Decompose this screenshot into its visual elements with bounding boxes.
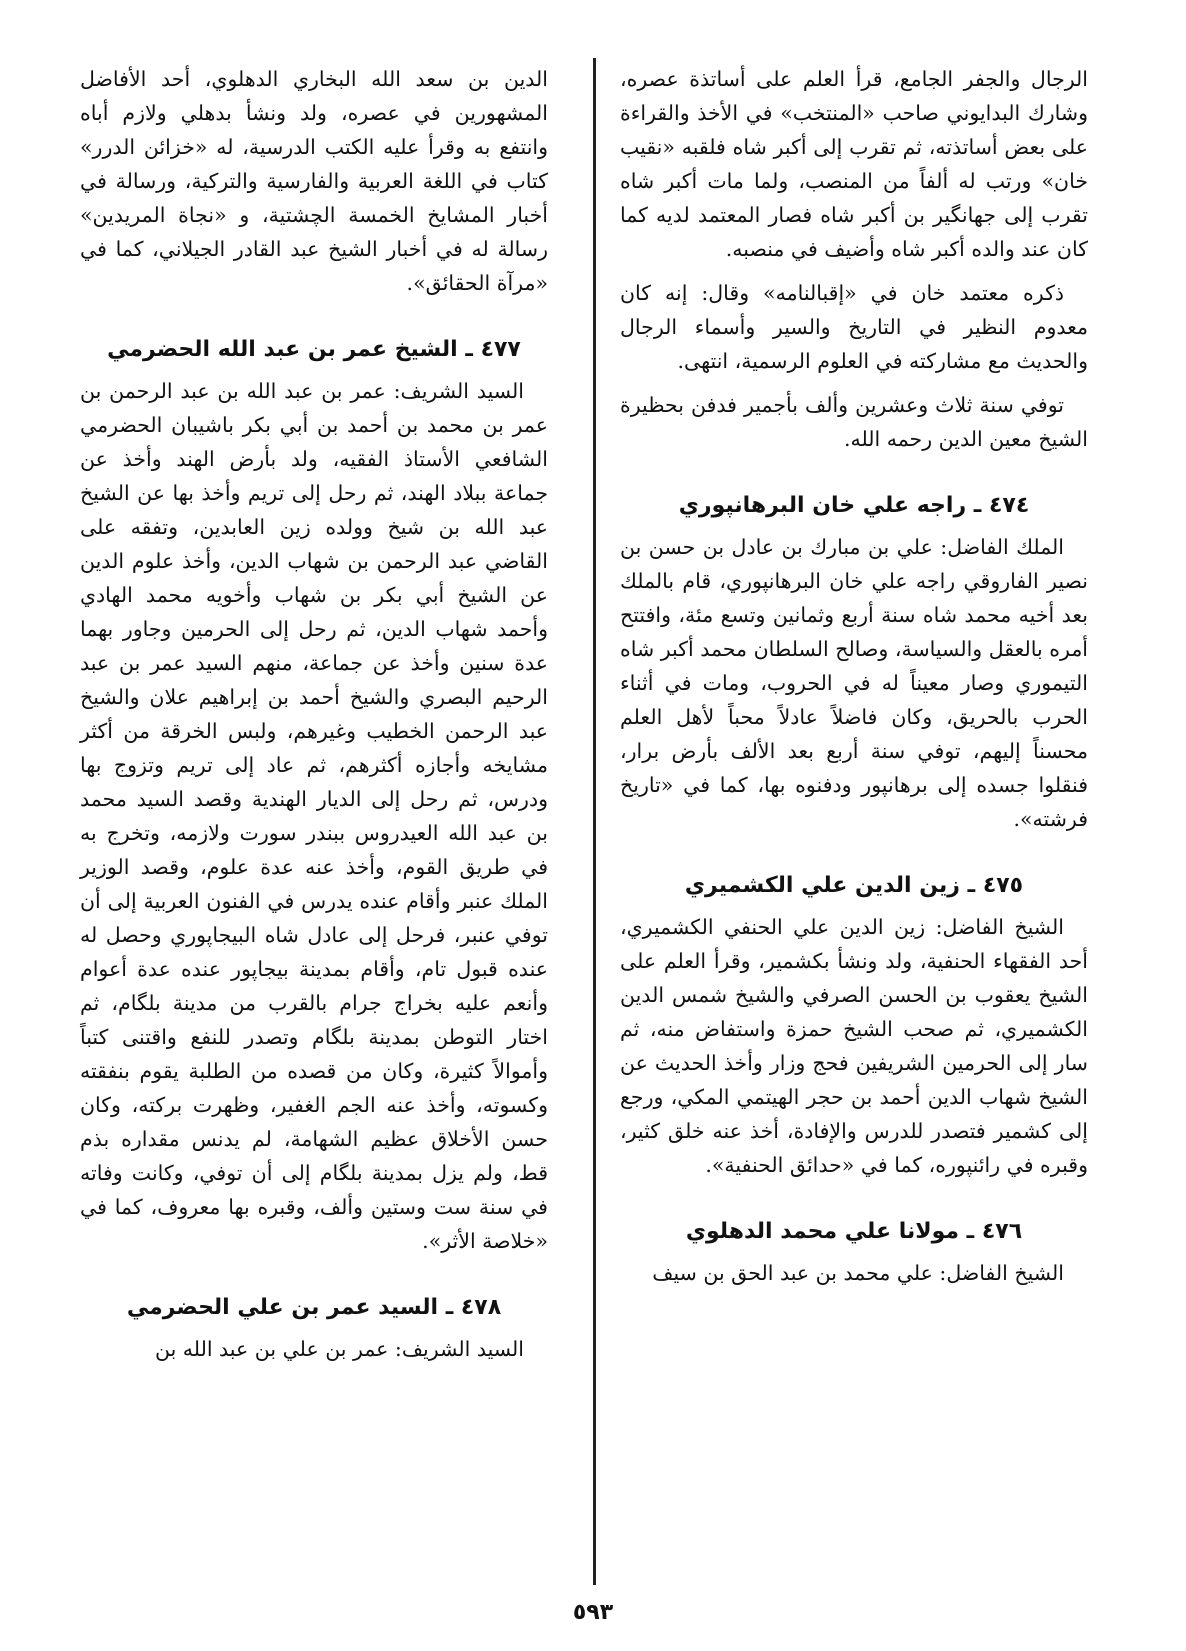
paragraph: الرجال والجفر الجامع، قرأ العلم على أساتذة عصره، وشارك البدايوني صاحب «المنتخب» في الأخذ والقراءة على بعض أساتذته، ثم تقرب إلى أكبر شاه فلقبه «نقيب خان» ورتب له ألفاً من المنصب، ولما مات أكبر شاه تقرب إلى جهانگير بن أكبر شاه فصار المعتمد لديه كما كان عند والده أكبر شاه وأضيف في منصبه. <box>620 67 1088 261</box>
right-column <box>620 62 1088 1300</box>
paragraph: الملك الفاضل: علي بن مبارك بن عادل بن حسن بن نصير الفاروقي راجه علي خان البرهانپوري، قام بالملك بعد أخيه محمد شاه سنة أربع وثمانين وتسع مئة، وافتتح أمره بالعقل والسياسة، وصالح السلطان محمد أكبر شاه التيموري وصار معيناً له في الحروب، ومات في أثناء الحرب بالحريق، وكان فاضلاً عادلاً محباً لأهل العلم محسناً إليهم، توفي سنة أربع بعد الألف بأرض برار، فنقلوا جسده إلى برهانپور ودفنوه بها، كما في «تاريخ فرشته». <box>620 535 1088 831</box>
left-column <box>80 62 548 1376</box>
paragraph: الشيخ الفاضل: علي محمد بن عبد الحق بن سيف <box>652 1261 1064 1285</box>
entry-heading-474: ٤٧٤ ـ راجه علي خان البرهانپوري <box>678 493 1030 518</box>
page-number: ٥٩٣ <box>572 1600 614 1625</box>
paragraph: السيد الشريف: عمر بن عبد الله بن عبد الرحمن بن عمر بن محمد بن أحمد بن أبي بكر باشيبان الحضرمي الشافعي الأستاذ الفقيه، ولد بأرض الهند وأخذ عن جماعة ببلاد الهند، ثم رحل إلى تريم وأخذ بها عن الشيخ عبد الله بن شيخ وولده زين العابدين، وتفقه على القاضي عبد الرحمن بن شهاب الدين، وأخذ علوم الدين عن الشيخ أبي بكر بن شهاب وأخويه محمد الهادي وأحمد شهاب الدين، ثم رحل إلى الحرمين وجاور بهما عدة سنين وأخذ عن جماعة، منهم السيد عمر بن عبد الرحيم البصري والشيخ أحمد بن إبراهيم علان والشيخ عبد الرحمن الخطيب وغيرهم، ولبس الخرقة من أكثر مشايخه وأجازه أكثرهم، ثم عاد إلى تريم وتزوج بها ودرس، ثم رحل إلى الديار الهندية وقصد السيد محمد بن عبد الله العيدروس ببندر سورت ولازمه، وتخرج به في طريق القوم، وأخذ عنه عدة علوم، وقصد الوزير الملك عنبر وأقام عنده يدرس في الفنون العربية إلى أن توفي عنبر، فرحل إلى عادل شاه البيجاپوري وحصل له عنده قبول تام، وأقام بمدينة بيجاپور عنده عدة أعوام وأنعم عليه بخراج جرام بالقرب من مدينة بلگام، ثم اختار التوطن بمدينة بلگام وتصدر للنفع واقتنى كتباً وأموالاً كثيرة، وكان من قصده من الطلبة يقوم بنفقته وكسوته، وأخذ عنه الجم الغفير، وظهرت بركته، وكان حسن الأخلاق عظيم الشهامة، لم يدنس مقداره بذم قط، ولم يزل بمدينة بلگام إلى أن توفي، وكانت وفاته في سنة ست وستين وألف، وقبره بها معروف، كما في «خلاصة الأثر». <box>80 379 548 1253</box>
entry-heading-478: ٤٧٨ ـ السيد عمر بن علي الحضرمي <box>126 1295 502 1320</box>
paragraph: الدين بن سعد الله البخاري الدهلوي، أحد الأفاضل المشهورين في عصره، ولد ونشأ بدهلي ولازم أباه وانتفع به وقرأ عليه الكتب الدرسية، له «خزائن الدرر» كتاب في اللغة العربية والفارسية والتركية، ورسالة في أخبار المشايخ الخمسة الچشتية، و «نجاة المريدين» رسالة له في أخبار الشيخ عبد القادر الجيلاني، كما في «مرآة الحقائق». <box>80 67 548 295</box>
column-divider <box>593 58 596 1585</box>
paragraph: ذكره معتمد خان في «إقبالنامه» وقال: إنه كان معدوم النظير في التاريخ والسير وأسماء الرجال والحديث مع مشاركته في العلوم الرسمية، انتهى. <box>620 281 1088 373</box>
paragraph: الشيخ الفاضل: زين الدين علي الحنفي الكشميري، أحد الفقهاء الحنفية، ولد ونشأ بكشمير، وقرأ العلم على الشيخ يعقوب بن الحسن الصرفي والشيخ شمس الدين الكشميري، ثم صحب الشيخ حمزة واستفاض منه، ثم سار إلى الحرمين الشريفين فحج وزار وأخذ الحديث عن الشيخ شهاب الدين أحمد بن حجر الهيتمي المكي، ورجع إلى كشمير فتصدر للدرس والإفادة، أخذ عنه خلق كثير، وقبره في رائنپوره، كما في «حدائق الحنفية». <box>620 915 1088 1177</box>
entry-heading-477: ٤٧٧ ـ الشيخ عمر بن عبد الله الحضرمي <box>107 337 521 362</box>
entry-heading-475: ٤٧٥ ـ زين الدين علي الكشميري <box>684 873 1024 898</box>
paragraph: السيد الشريف: عمر بن علي بن عبد الله بن <box>154 1337 524 1361</box>
entry-heading-476: ٤٧٦ ـ مولانا علي محمد الدهلوي <box>685 1219 1023 1244</box>
paragraph: توفي سنة ثلاث وعشرين وألف بأجمير فدفن بحظيرة الشيخ معين الدين رحمه الله. <box>620 393 1088 451</box>
